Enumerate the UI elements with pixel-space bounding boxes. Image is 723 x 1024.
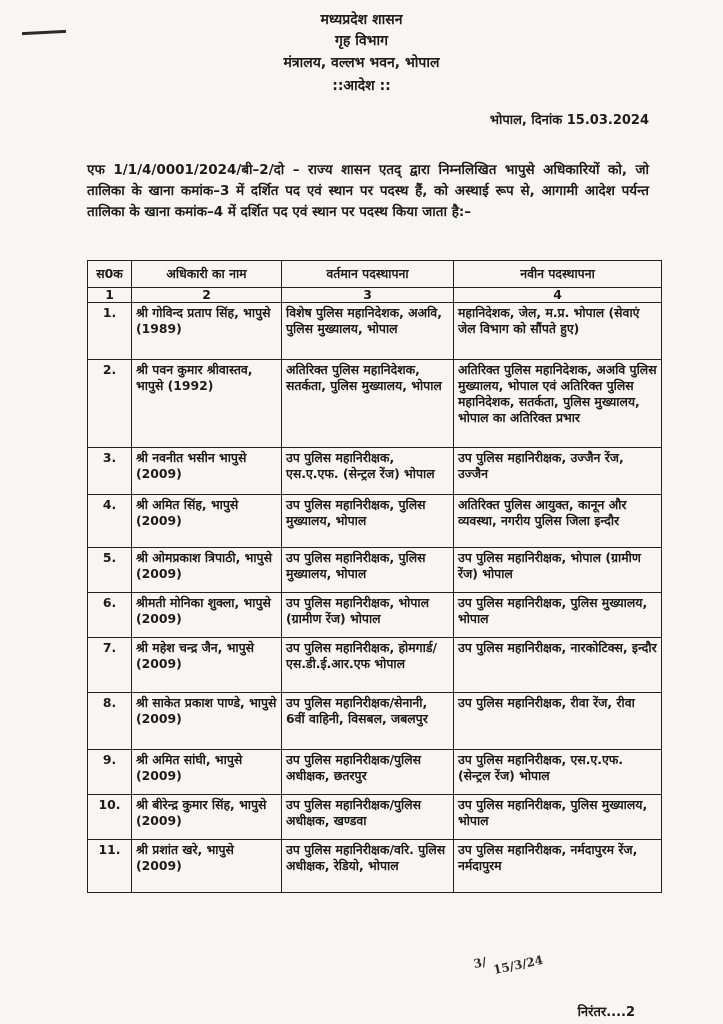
column-number: 4 [454, 288, 662, 303]
serial-cell: 1. [88, 303, 132, 360]
new-posting-cell: उप पुलिस महानिरीक्षक, पुलिस मुख्यालय, भोपाल [454, 593, 662, 638]
table-row [88, 360, 662, 448]
officer-name-cell: श्री ओमप्रकाश त्रिपाठी, भापुसे (2009) [132, 548, 282, 593]
serial-cell: 9. [88, 750, 132, 795]
handwritten-initials [472, 943, 544, 981]
new-posting-cell: उप पुलिस महानिरीक्षक, नर्मदापुरम रेंज, नर्मदापुरम [454, 840, 662, 893]
table-row [88, 795, 662, 840]
current-posting-cell: उप पुलिस महानिरीक्षक/वरि. पुलिस अधीक्षक, रेडियो, भोपाल [282, 840, 454, 893]
table-row [88, 593, 662, 638]
table-row [88, 548, 662, 593]
header-address: मंत्रालय, वल्लभ भवन, भोपाल [283, 55, 440, 71]
header-officer-name: अधिकारी का नाम [132, 261, 282, 288]
column-number: 2 [132, 288, 282, 303]
serial-cell: 3. [88, 448, 132, 495]
current-posting-cell: उप पुलिस महानिरीक्षक, भोपाल (ग्रामीण रेंज) भोपाल [282, 593, 454, 638]
column-number: 3 [282, 288, 454, 303]
current-posting-cell: उप पुलिस महानिरीक्षक/सेनानी, 6वीं वाहिनी, विसबल, जबलपुर [282, 693, 454, 750]
header-new-posting: नवीन पदस्थापना [454, 261, 662, 288]
serial-cell: 5. [88, 548, 132, 593]
order-paragraph: एफ 1/1/4/0001/2024/बी–2/दो – राज्य शासन एतद् द्वारा निम्नलिखित भापुसे अधिकारियों को, जो तालिका के खाना कमांक–3 में दर्शित पद एवं स्थान पर पदस्थ हैं, को अस्थाई रूप से, आगामी आदेश पर्यन्त तालिका के खाना कमांक–4 में दर्शित पद एवं स्थान पर पदस्थ किया जाता है:– [87, 162, 649, 220]
header-current-posting: वर्तमान पदस्थापना [282, 261, 454, 288]
officer-name-cell: श्रीमती मोनिका शुक्ला, भापुसे (2009) [132, 593, 282, 638]
serial-cell: 2. [88, 360, 132, 448]
new-posting-cell: उप पुलिस महानिरीक्षक, पुलिस मुख्यालय, भोपाल [454, 795, 662, 840]
posting-table [87, 260, 662, 893]
current-posting-cell: उप पुलिस महानिरीक्षक, पुलिस मुख्यालय, भोपाल [282, 548, 454, 593]
header-state: मध्यप्रदेश शासन [320, 12, 403, 28]
current-posting-cell: उप पुलिस महानिरीक्षक, होमगार्ड/एस.डी.ई.आर.एफ भोपाल [282, 638, 454, 693]
column-number-row [88, 288, 662, 303]
signature-mark: 3/ [472, 954, 488, 972]
table-row [88, 693, 662, 750]
table-row [88, 303, 662, 360]
officer-name-cell: श्री साकेत प्रकाश पाण्डे, भापुसे (2009) [132, 693, 282, 750]
officer-name-cell: श्री प्रशांत खरे, भापुसे (2009) [132, 840, 282, 893]
new-posting-cell: उप पुलिस महानिरीक्षक, उज्जैन रेंज, उज्जैन [454, 448, 662, 495]
officer-name-cell: श्री महेश चन्द्र जैन, भापुसे (2009) [132, 638, 282, 693]
new-posting-cell: अतिरिक्त पुलिस आयुक्त, कानून और व्यवस्था, नगरीय पुलिस जिला इन्दौर [454, 495, 662, 548]
serial-cell: 10. [88, 795, 132, 840]
new-posting-cell: उप पुलिस महानिरीक्षक, भोपाल (ग्रामीण रेंज) भोपाल [454, 548, 662, 593]
new-posting-cell: महानिदेशक, जेल, म.प्र. भोपाल (सेवाएं जेल विभाग को सौंपते हुए) [454, 303, 662, 360]
officer-name-cell: श्री गोविन्द प्रताप सिंह, भापुसे (1989) [132, 303, 282, 360]
new-posting-cell: अतिरिक्त पुलिस महानिदेशक, अअवि पुलिस मुख्यालय, भोपाल एवं अतिरिक्त पुलिस महानिदेशक, सतर्कता, पुलिस मुख्यालय, भोपाल का अतिरिक्त प्रभार [454, 360, 662, 448]
new-posting-cell: उप पुलिस महानिरीक्षक, एस.ए.एफ. (सेन्ट्रल रेंज) भोपाल [454, 750, 662, 795]
current-posting-cell: उप पुलिस महानिरीक्षक/पुलिस अधीक्षक, छतरपुर [282, 750, 454, 795]
new-posting-cell: उप पुलिस महानिरीक्षक, नारकोटिक्स, इन्दौर [454, 638, 662, 693]
header-department: गृह विभाग [335, 33, 388, 49]
serial-cell: 6. [88, 593, 132, 638]
current-posting-cell: उप पुलिस महानिरीक्षक, एस.ए.एफ. (सेन्ट्रल रेंज) भोपाल [282, 448, 454, 495]
table-row [88, 495, 662, 548]
table-row [88, 750, 662, 795]
officer-name-cell: श्री पवन कुमार श्रीवास्तव, भापुसे (1992) [132, 360, 282, 448]
serial-cell: 8. [88, 693, 132, 750]
place-date-line: भोपाल, दिनांक 15.03.2024 [489, 113, 649, 128]
table-row [88, 448, 662, 495]
header-serial: स0क [88, 261, 132, 288]
table-row [88, 638, 662, 693]
serial-cell: 7. [88, 638, 132, 693]
officer-name-cell: श्री बीरेन्द्र कुमार सिंह, भापुसे (2009) [132, 795, 282, 840]
continued-note: निरंतर....2 [577, 1005, 635, 1020]
officer-name-cell: श्री नवनीत भसीन भापुसे (2009) [132, 448, 282, 495]
officer-name-cell: श्री अमित सांघी, भापुसे (2009) [132, 750, 282, 795]
table-row [88, 840, 662, 893]
current-posting-cell: विशेष पुलिस महानिदेशक, अअवि, पुलिस मुख्यालय, भोपाल [282, 303, 454, 360]
serial-cell: 11. [88, 840, 132, 893]
current-posting-cell: उप पुलिस महानिरीक्षक/पुलिस अधीक्षक, खण्डवा [282, 795, 454, 840]
current-posting-cell: अतिरिक्त पुलिस महानिदेशक, सतर्कता, पुलिस मुख्यालय, भोपाल [282, 360, 454, 448]
table-header-row [88, 261, 662, 288]
current-posting-cell: उप पुलिस महानिरीक्षक, पुलिस मुख्यालय, भोपाल [282, 495, 454, 548]
new-posting-cell: उप पुलिस महानिरीक्षक, रीवा रेंज, रीवा [454, 693, 662, 750]
signature-date: 15/3/24 [491, 952, 545, 978]
officer-name-cell: श्री अमित सिंह, भापुसे (2009) [132, 495, 282, 548]
column-number: 1 [88, 288, 132, 303]
header-order-title: ::आदेश :: [332, 78, 391, 94]
serial-cell: 4. [88, 495, 132, 548]
